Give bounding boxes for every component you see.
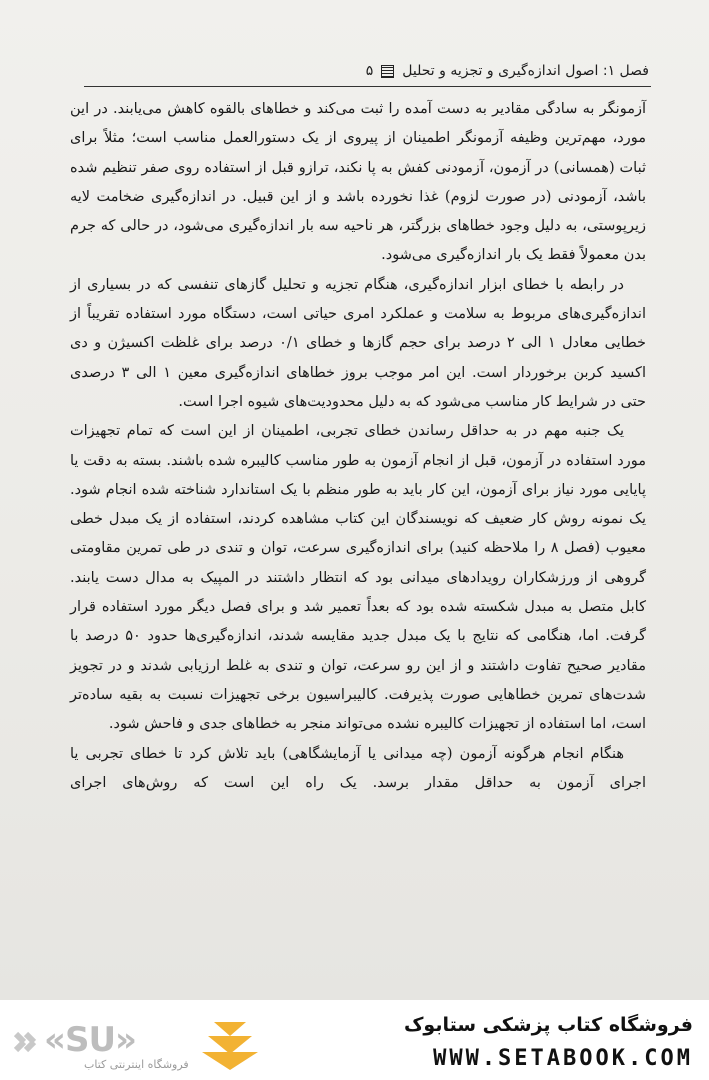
logo-tagline: فروشگاه اینترنتی کتاب	[84, 1058, 189, 1071]
running-header	[82, 58, 649, 84]
page-number: ۵	[365, 63, 374, 79]
paragraph-3: یک جنبه مهم در به حداقل رساندن خطای تجربی، اطمینان از این است که تمام تجهیزات مورد استفاده در آزمون، قبل از انجام آزمون به طور مناسب کالیبره شده باشند. بسته به دقت یا پایایی مورد نیاز برای آزمون، این کار باید به طور منظم با یک استاندارد شناخته شده انجام شود. یک نمونه روش کار ضعیف که نویسندگان این کتاب مشاهده کردند، استفاده از یک مبدل خطی معیوب (فصل ۸ را ملاحظه کنید) برای اندازه‌گیری سرعت، توان و تندی در طی تمرین مقاومتی گروهی از ورزشکاران رویدادهای میدانی بود که انتظار داشتند در المپیک به مدال دست یابند. کابل متصل به مبدل شکسته شده بود که بعداً تعمیر شد و برای فصل دیگر مورد استفاده قرار گرفت. اما، هنگامی که نتایج با یک مبدل جدید مقایسه شدند، اندازه‌گیری‌ها حدود ۵۰ درصد با مقادیر صحیح تفاوت داشتند و از این رو سرعت، توان و تندی به غلط ارزیابی شدند و در تجویز شدت‌های تمرین خطاهایی صورت پذیرفت. کالیبراسیون برخی تجهیزات نسبت به بقیه ساده‌تر است، اما استفاده از تجهیزات کالیبره نشده می‌تواند منجر به خطاهای جدی و فاحش شود.	[70, 423, 646, 733]
setabook-logo	[14, 1014, 284, 1074]
paragraph-1: آزمونگر به سادگی مقادیر به دست آمده را ثبت می‌کند و خطاهای بالقوه کاهش می‌یابند. در این مورد، مهم‌ترین وظیفه آزمونگر اطمینان از پیروی از یک دستورالعمل مناسب است؛ مثلاً برای ثبات (همسانی) در آزمون، آزمودنی کفش به پا نکند، ترازو قبل از استفاده روی صفر تنظیم شده باشد، آزمودنی (در صورت لزوم) غذا نخورده باشد و از این قبیل. در اندازه‌گیری ضخامت لایه زیرپوستی، به دلیل وجود خطاهای بزرگتر، هر ناحیه سه بار اندازه‌گیری می‌شود، در حالی که جرم بدن معمولاً فقط یک بار اندازه‌گیری می‌شود.	[70, 101, 647, 264]
store-name: فروشگاه کتاب پزشکی ستابوک	[403, 1014, 693, 1036]
header-rule	[84, 86, 651, 87]
logo-wordmark: «SU»	[44, 1020, 137, 1060]
footer-banner	[0, 1000, 709, 1080]
paragraph-2: در رابطه با خطای ابزار اندازه‌گیری، هنگام تجزیه و تحلیل گازهای تنفسی که در بسیاری از اندازه‌گیری‌های مربوط به سلامت و عملکرد امری حیاتی است، دستگاه مورد استفاده تقریباً از خطایی معادل ۱ الی ۲ درصد برای حجم گازها و خطای ۰/۱ درصد برای غلظت اکسیژن و دی اکسید کربن برخوردار است. این امر موجب بروز خطاهای اندازه‌گیری معین ۱ الی ۳ درصدی حتی در شرایط کار مناسب می‌شود که به دلیل محدودیت‌های شیوه اجرا است.	[70, 276, 646, 410]
body-text	[70, 95, 646, 798]
paragraph-4: هنگام انجام هرگونه آزمون (چه میدانی یا آزمایشگاهی) باید تلاش کرد تا خطای تجربی یا اجرای آزمون به حداقل مقدار برسد. یک راه این است که روش‌های اجرای	[70, 745, 646, 791]
chapter-title: فصل ۱: اصول اندازه‌گیری و تجزیه و تحلیل	[402, 63, 649, 79]
header-square-icon	[381, 65, 394, 78]
store-url[interactable]: WWW.SETABOOK.COM	[433, 1046, 693, 1071]
